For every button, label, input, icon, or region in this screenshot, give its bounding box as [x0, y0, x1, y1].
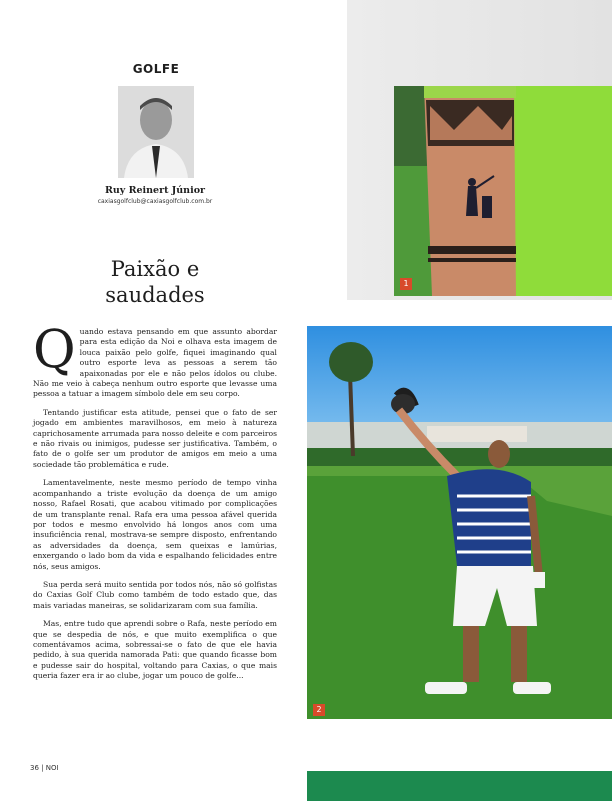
- article-title: [80, 256, 230, 308]
- article-body: [33, 320, 277, 690]
- author-name: Ruy Reinert Júnior: [104, 185, 206, 196]
- paragraph-4: Sua perda será muito sentida por todos nós, não só golfistas do Caxias Golf Club como também de todo estado que, das mais variadas maneiras, se solidarizaram com sua família.: [33, 579, 277, 610]
- paragraph-1: [33, 320, 277, 400]
- tattoo-photo: [394, 86, 612, 296]
- section-label: GOLFE: [132, 62, 180, 76]
- page-footer: [30, 764, 59, 772]
- page-number: 36: [30, 764, 39, 772]
- author-email[interactable]: caxiasgolfclub@caxiasgolfclub.com.br: [97, 198, 213, 205]
- author-photo-icon: [118, 86, 194, 178]
- paragraph-5: Mas, entre tudo que aprendi sobre o Rafa, neste período em que se despedia de nós, e que muito exemplifica o que comentávamos acima, sobressai-se o fato de que ele havia pedido, à sua querida namorada Pati: que quando ficasse bom e pudesse sair do hospital, voltando para Caxias, o que mais queria fazer era ir ao clube, jogar um pouco de golfe...: [33, 619, 277, 681]
- paragraph-1-text: uando estava pensando em que assunto abordar para esta edição da Noi e olhava esta imagem de louca paixão pelo golfe, fiquei imaginando qual outro esporte leva as pessoas a serem tão apaixonadas por ele e não pelos ídolos ou clube. Não me veio à cabeça nenhum outro esporte que levasse uma pessoa a tatuar a imagem símbolo dele em seu corpo.: [33, 327, 277, 399]
- footer-separator: |: [41, 764, 44, 772]
- green-accent-bar: [307, 771, 612, 801]
- paragraph-2: Tentando justificar esta atitude, pensei que o fato de ser jogado em ambientes maravilhosos, em meio à natureza caprichosamente arrumada para nosso deleite e com parceiros e não rivais ou inimigos, pudesse ser justificativa. Também, o fato de o golfe ser um produtor de amigos em meio a uma sociedade tão problemática e rude.: [33, 407, 277, 469]
- title-line-1: Paixão e: [110, 257, 200, 281]
- title-line-2: saudades: [105, 283, 205, 307]
- tattoo-image-icon: [394, 86, 612, 296]
- photo-2-number: 2: [313, 704, 325, 716]
- author-portrait: [118, 86, 194, 178]
- golfer-image-icon: [307, 326, 612, 719]
- drop-cap: Q: [33, 320, 76, 380]
- magazine-name: NOI: [45, 764, 59, 772]
- photo-1-number: 1: [400, 278, 412, 290]
- paragraph-3: Lamentavelmente, neste mesmo período de tempo vinha acompanhando a triste evolução da doença de um amigo nosso, Rafael Rosati, que acabou vitimado por complicações de um transplante renal. Rafa era uma pessoa afável querida por todos e mesmo envolvido há longos anos com uma insuficiência renal, mostrava-se sempre disposto, enfrentando as adversidades da doença, sem queixas e lamúrias, enxergando o lado bom da vida e espalhando felicidades entre nós, seus amigos.: [33, 478, 277, 571]
- golfer-photo: [307, 326, 612, 719]
